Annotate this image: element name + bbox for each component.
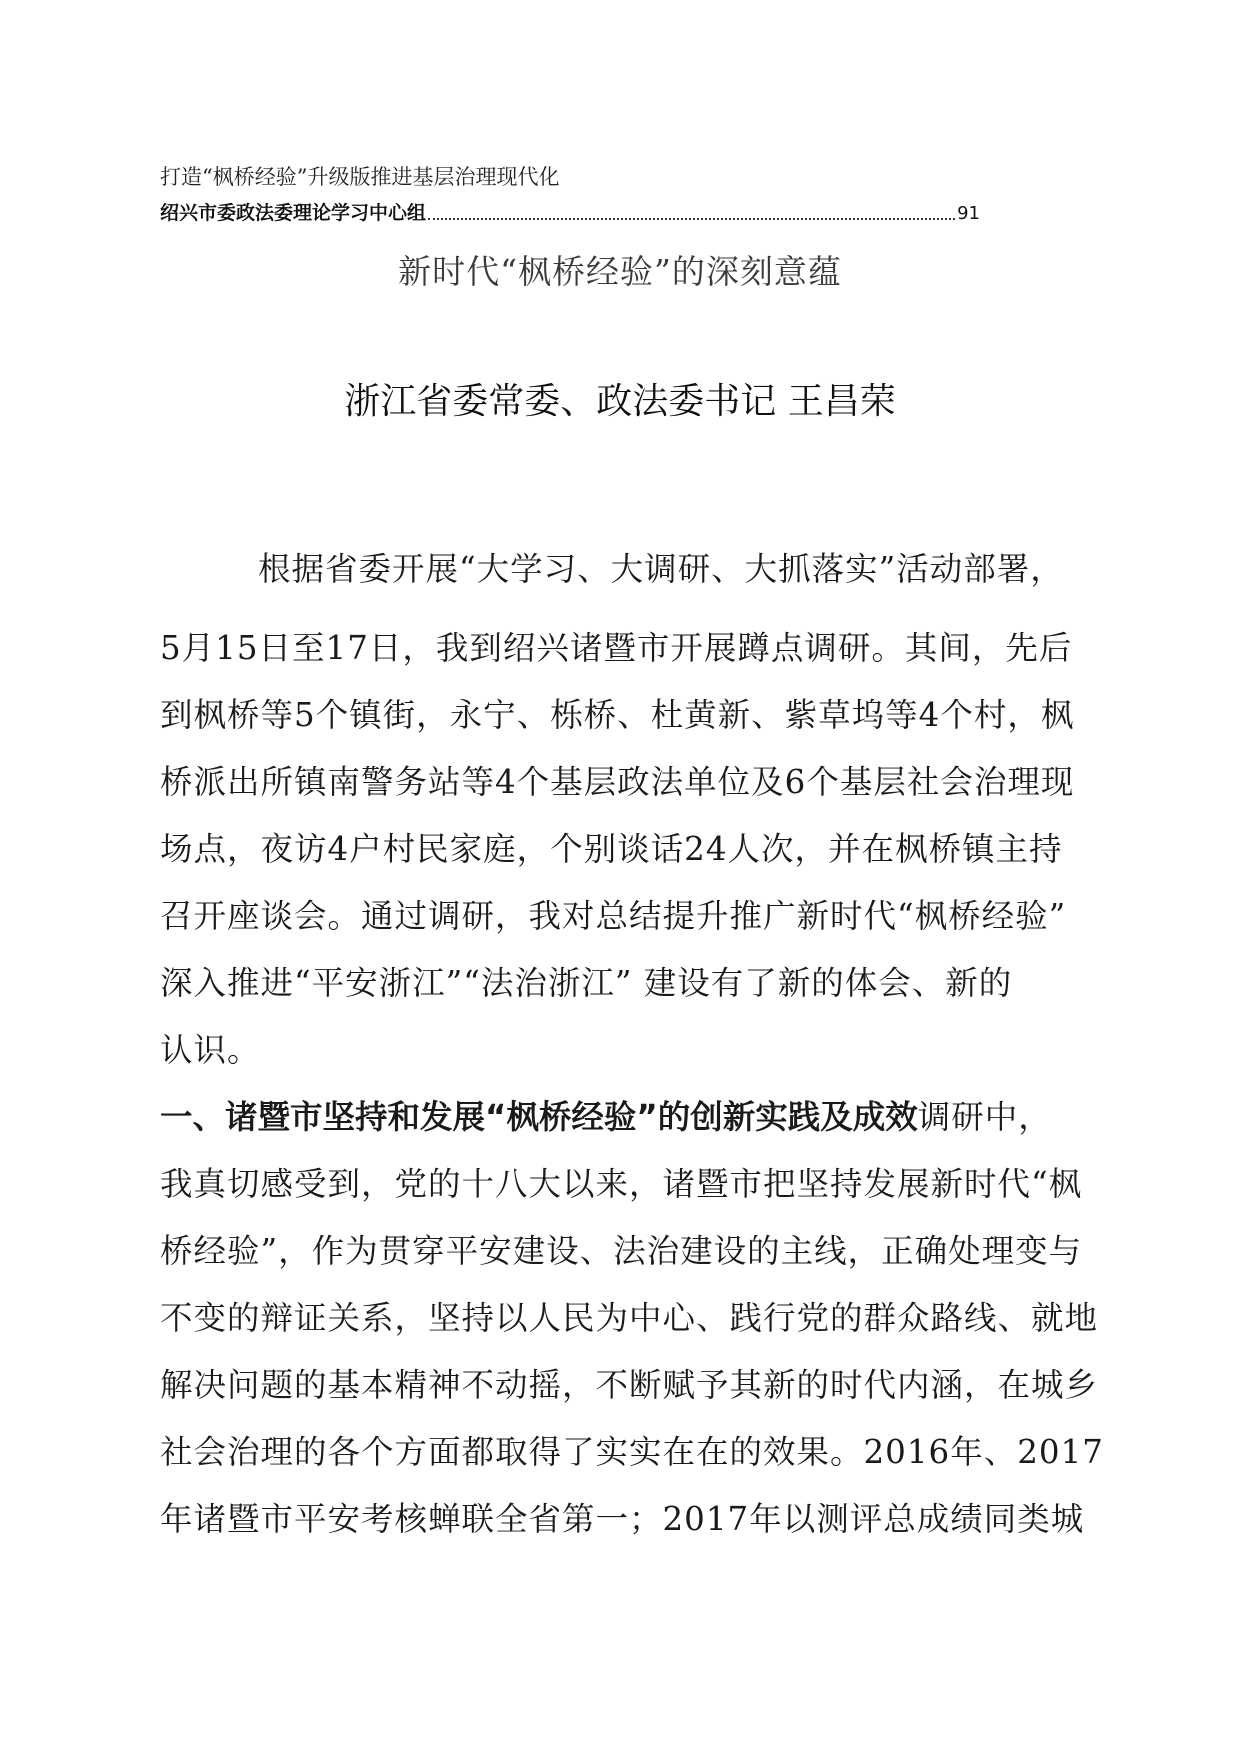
toc-entry-line[interactable] xyxy=(160,199,980,227)
paragraph-line: 场点，夜访4户村民家庭，个别谈话24人次，并在枫桥镇主持 xyxy=(160,830,1063,868)
paragraph-line: 社会治理的各个方面都取得了实实在在的效果。2016年、2017 xyxy=(160,1433,1104,1471)
paragraph-line: 桥经验”，作为贯穿平安建设、法治建设的主线，正确处理变与 xyxy=(160,1232,1083,1270)
toc-entry-author: 绍兴市委政法委理论学习中心组 xyxy=(160,202,427,224)
section-heading-tail: 调研中， xyxy=(917,1098,1052,1136)
paragraph-line: 桥派出所镇南警务站等4个基层政法单位及6个基层社会治理现 xyxy=(160,763,1075,801)
paragraph-line: 我真切感受到，党的十八大以来，诸暨市把坚持发展新时代“枫 xyxy=(160,1165,1083,1203)
paragraph-line: 认识。 xyxy=(160,1031,261,1069)
toc-leader-dots xyxy=(428,198,955,220)
paragraph-line: 到枫桥等5个镇街，永宁、栎桥、杜黄新、紫草坞等4个村，枫 xyxy=(160,696,1075,734)
paragraph-line: 5月15日至17日，我到绍兴诸暨市开展蹲点调研。其间，先后 xyxy=(160,629,1073,667)
section-1 xyxy=(160,1084,1104,1553)
article-author: 浙江省委常委、政法委书记 王昌荣 xyxy=(344,381,896,422)
paragraph-1 xyxy=(160,615,1080,1084)
section-heading-line xyxy=(160,1084,1080,1151)
paragraph-line: 召开座谈会。通过调研，我对总结提升推广新时代“枫桥经验” xyxy=(160,897,1067,935)
section-heading: 一、诸暨市坚持和发展“枫桥经验”的创新实践及成效 xyxy=(160,1098,918,1136)
paragraph-line: 不变的辩证关系，坚持以人民为中心、践行党的群众路线、就地 xyxy=(160,1299,1099,1337)
article-title: 新时代“枫桥经验”的深刻意蕴 xyxy=(398,252,842,291)
toc-page-number: 91 xyxy=(957,203,980,224)
paragraph-line: 年诸暨市平安考核蝉联全省第一；2017年以测评总成绩同类城 xyxy=(160,1500,1085,1538)
lead-line: 根据省委开展“大学习、大调研、大抓落实”活动部署， xyxy=(258,550,1064,588)
paragraph-line: 解决问题的基本精神不动摇，不断赋予其新的时代内涵，在城乡 xyxy=(160,1366,1099,1404)
article-lead xyxy=(160,536,1080,603)
toc-entry-title: 打造“枫桥经验”升级版推进基层治理现代化 xyxy=(160,165,560,189)
paragraph-line: 深入推进“平安浙江”“法治浙江” 建设有了新的体会、新的 xyxy=(160,964,1013,1002)
